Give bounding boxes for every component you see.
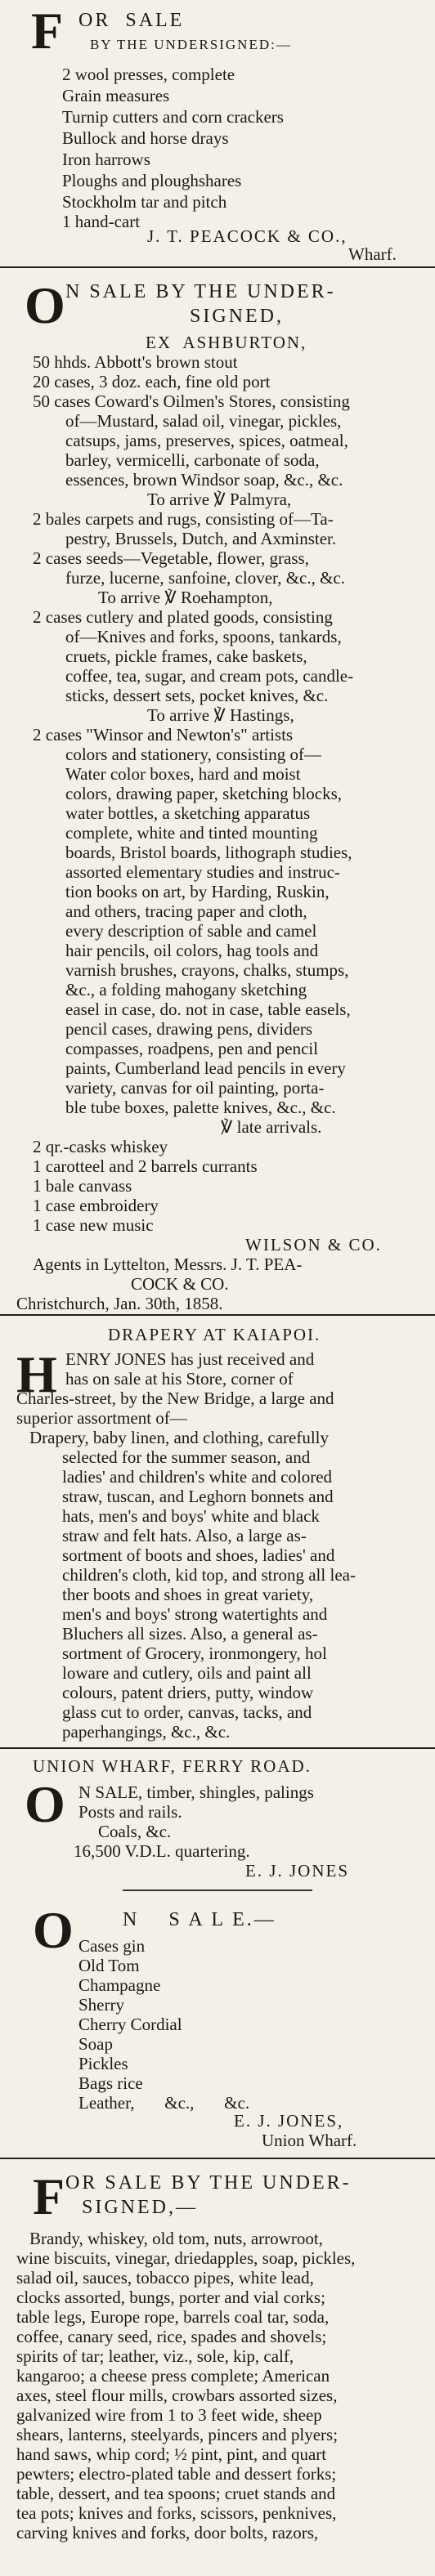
text-line: 2 cases seeds—Vegetable, flower, grass, <box>33 548 309 568</box>
text-line: ℣ late arrivals. <box>221 1117 322 1137</box>
text-line: wine biscuits, vinegar, driedapples, soap, pickles, <box>16 2248 356 2268</box>
signature-place: Wharf. <box>348 244 397 264</box>
signature: E. J. JONES <box>245 1861 350 1881</box>
text-line: 1 case new music <box>33 1215 154 1235</box>
text-line: furze, lucerne, sanfoine, clover, &c., &c. <box>65 568 345 588</box>
list-item: Leather, &c., &c. <box>78 2093 250 2113</box>
text-line: of—Mustard, salad oil, vinegar, pickles, <box>65 411 342 431</box>
drop-cap: O <box>25 276 65 334</box>
list-item: Soap <box>78 2034 113 2054</box>
text-line: ble tube boxes, palette knives, &c., &c. <box>65 1098 336 1117</box>
drop-cap: F <box>31 2 64 60</box>
signature: WILSON & CO. <box>245 1235 382 1254</box>
text-line: Coals, &c. <box>98 1822 172 1841</box>
text-line: straw, tuscan, and Leghorn bonnets and <box>62 1487 334 1506</box>
text-line: sortment of Grocery, ironmongery, hol <box>62 1644 327 1663</box>
text-line: 2 cases cutlery and plated goods, consisting <box>33 607 333 627</box>
text-line: hand saws, whip cord; ½ pint, pint, and quart <box>16 2444 327 2464</box>
text-line: catsups, jams, preserves, spices, oatmeal, <box>65 431 348 450</box>
drop-cap: O <box>33 1901 74 1959</box>
divider <box>0 1747 435 1749</box>
ad-on-sale-jones <box>0 1901 435 2150</box>
text-line: every description of sable and camel <box>65 921 317 941</box>
signature-place: Union Wharf. <box>262 2131 357 2150</box>
list-item: Cases gin <box>78 1936 146 1956</box>
text-line: colours, patent driers, putty, window <box>62 1683 314 1702</box>
list-item: Cherry Cordial <box>78 2015 182 2034</box>
text-line: To arrive ℣ Hastings, <box>147 705 294 725</box>
text-line: of—Knives and forks, spoons, tankards, <box>65 627 342 646</box>
text-line: N SALE, timber, shingles, palings <box>78 1782 314 1802</box>
text-line: hair pencils, oil colors, hag tools and <box>65 941 319 960</box>
ad-title: N S A L E.— <box>123 1909 276 1930</box>
text-line: tea pots; knives and forks, scissors, penknives, <box>16 2503 337 2523</box>
text-line: loware and cutlery, oils and paint all <box>62 1663 312 1683</box>
text-line: ladies' and children's white and colored <box>62 1467 333 1487</box>
text-line: Bluchers all sizes. Also, a general as- <box>62 1624 318 1644</box>
text-line: Water color boxes, hard and moist <box>65 764 301 784</box>
text-line: 2 bales carpets and rugs, consisting of—Ta- <box>33 509 334 529</box>
text-line: pestry, Brussels, Dutch, and Axminster. <box>65 529 337 548</box>
text-line: 16,500 V.D.L. quartering. <box>74 1841 250 1861</box>
ad-header: SIGNED,— <box>82 2197 198 2218</box>
text-line: Drapery, baby linen, and clothing, carefully <box>29 1428 330 1447</box>
drop-cap: H <box>16 1345 57 1403</box>
text-line: axes, steel flour mills, crowbars assorted sizes, <box>16 2386 338 2405</box>
list-item: Pickles <box>78 2054 128 2073</box>
text-line: pewters; electro-plated table and dessert forks; <box>16 2464 337 2484</box>
text-line: 2 qr.-casks whiskey <box>33 1137 168 1156</box>
text-line: essences, brown Windsor soap, &c., &c. <box>65 470 343 490</box>
ad-header: OR SALE BY THE UNDER- <box>65 2172 352 2194</box>
text-line: galvanized wire from 1 to 3 feet wide, sheep <box>16 2405 322 2425</box>
text-line: &c., a folding mahogany sketching <box>65 980 307 1000</box>
ad-on-sale-wilson <box>0 270 435 1357</box>
text-line: and others, tracing paper and cloth, <box>65 901 307 921</box>
text-line: compasses, roadpens, pen and pencil <box>65 1039 319 1058</box>
drop-cap: O <box>25 1775 65 1833</box>
text-line: water bottles, a sketching apparatus <box>65 803 311 823</box>
list-item: Sherry <box>78 1995 124 2015</box>
text-line: cruets, pickle frames, cake baskets, <box>65 646 307 666</box>
text-line: colors and stationery, consisting of— <box>65 745 322 764</box>
ad-subtitle: BY THE UNDERSIGNED:— <box>90 37 292 52</box>
list-item: Bullock and horse drays <box>62 128 229 148</box>
text-line: 20 cases, 3 doz. each, fine old port <box>33 372 271 391</box>
ad-title: OR SALE <box>78 10 185 31</box>
ad-for-sale-undersigned <box>0 2161 435 2576</box>
ad-subheader: EX ASHBURTON, <box>146 333 307 352</box>
ad-heading: UNION WHARF, FERRY ROAD. <box>33 1756 312 1776</box>
ad-union-wharf <box>0 1751 435 1906</box>
text-line: 50 hhds. Abbott's brown stout <box>33 352 238 372</box>
divider <box>123 1890 312 1891</box>
text-line: pencil cases, drawing pens, dividers <box>65 1019 313 1039</box>
text-line: selected for the summer season, and <box>62 1447 311 1467</box>
text-line: hats, men's and boys' white and black <box>62 1506 320 1526</box>
text-line: ther boots and shoes in great variety, <box>62 1585 314 1604</box>
text-line: has on sale at his Store, corner of <box>65 1369 294 1389</box>
list-item: 1 hand-cart <box>62 212 141 231</box>
text-line: shears, lanterns, steelyards, pincers and plyers; <box>16 2425 339 2444</box>
text-line: barley, vermicelli, carbonate of soda, <box>65 450 320 470</box>
divider <box>0 2158 435 2159</box>
text-line: boards, Bristol boards, lithograph studies, <box>65 843 352 862</box>
text-line: 2 cases "Winsor and Newton's" artists <box>33 725 294 745</box>
text-line: table legs, Europe rope, barrels coal tar, soda, <box>16 2307 330 2327</box>
text-line: variety, canvas for oil painting, porta- <box>65 1078 325 1098</box>
text-line: glass cut to order, canvas, tacks, and <box>62 1702 312 1722</box>
text-line: straw and felt hats. Also, a large as- <box>62 1526 307 1545</box>
list-item: Grain measures <box>62 86 170 105</box>
text-line: spirits of tar; leather, viz., sole, kip, calf, <box>16 2346 294 2366</box>
text-line: sortment of boots and shoes, ladies' and <box>62 1545 335 1565</box>
list-item: Turnip cutters and corn crackers <box>62 107 284 127</box>
text-line: 1 carotteel and 2 barrels currants <box>33 1156 258 1176</box>
text-line: paperhangings, &c., &c. <box>62 1722 231 1742</box>
ad-header: SIGNED, <box>190 306 284 327</box>
text-line: ENRY JONES has just received and <box>65 1349 315 1369</box>
text-line: To arrive ℣ Roehampton, <box>98 588 273 607</box>
ad-for-sale-peacock <box>0 0 435 263</box>
list-item: Champagne <box>78 1975 161 1995</box>
divider <box>0 1314 435 1316</box>
list-item: Stockholm tar and pitch <box>62 192 227 212</box>
text-line: assorted elementary studies and instruc- <box>65 862 340 882</box>
text-line: Posts and rails. <box>78 1802 182 1822</box>
text-line: Charles-street, by the New Bridge, a large and <box>16 1389 334 1408</box>
list-item: 2 wool presses, complete <box>62 65 235 84</box>
agents-line: Agents in Lyttelton, Messrs. J. T. PEA- <box>33 1254 303 1274</box>
text-line: 1 bale canvass <box>33 1176 132 1196</box>
text-line: complete, white and tinted mounting <box>65 823 318 843</box>
text-line: clocks assorted, bungs, porter and vial corks; <box>16 2288 325 2307</box>
list-item: Ploughs and ploughshares <box>62 171 242 190</box>
drop-cap: F <box>33 2167 65 2225</box>
text-line: To arrive ℣ Palmyra, <box>147 490 292 509</box>
text-line: sticks, dessert sets, pocket knives, &c. <box>65 686 329 705</box>
ad-header: N SALE BY THE UNDER- <box>65 281 336 302</box>
dateline: Christchurch, Jan. 30th, 1858. <box>16 1294 223 1313</box>
text-line: 1 case embroidery <box>33 1196 159 1215</box>
text-line: coffee, canary seed, rice, spades and shovels; <box>16 2327 327 2346</box>
text-line: varnish brushes, crayons, chalks, stumps, <box>65 960 349 980</box>
text-line: easel in case, do. not in case, table easels, <box>65 1000 351 1019</box>
text-line: carving knives and forks, door bolts, razors, <box>16 2523 319 2542</box>
signature: E. J. JONES, <box>234 2111 344 2131</box>
text-line: coffee, tea, sugar, and cream pots, candle- <box>65 666 354 686</box>
text-line: children's cloth, kid top, and strong all lea- <box>62 1565 356 1585</box>
list-item: Old Tom <box>78 1956 140 1975</box>
text-line: men's and boys' strong watertights and <box>62 1604 328 1624</box>
list-item: Iron harrows <box>62 150 150 169</box>
text-line: Brandy, whiskey, old tom, nuts, arrowroot, <box>29 2229 323 2248</box>
text-line: tion books on art, by Harding, Ruskin, <box>65 882 330 901</box>
signature: J. T. PEACOCK & CO., <box>147 226 348 246</box>
text-line: table, dessert, and tea spoons; cruet stands and <box>16 2484 336 2503</box>
list-item: Bags rice <box>78 2073 143 2093</box>
divider <box>0 266 435 268</box>
text-line: paints, Cumberland lead pencils in every <box>65 1058 346 1078</box>
text-line: colors, drawing paper, sketching blocks, <box>65 784 342 803</box>
text-line: kangaroo; a cheese press complete; American <box>16 2366 330 2386</box>
ad-heading: DRAPERY AT KAIAPOI. <box>108 1325 321 1344</box>
text-line: 50 cases Coward's Oilmen's Stores, consisting <box>33 391 350 411</box>
agents-line: COCK & CO. <box>131 1274 229 1294</box>
text-line: superior assortment of— <box>16 1408 187 1428</box>
text-line: salad oil, sauces, tobacco pipes, white lead, <box>16 2268 314 2288</box>
ad-drapery-kaiapoi <box>0 1317 435 1775</box>
